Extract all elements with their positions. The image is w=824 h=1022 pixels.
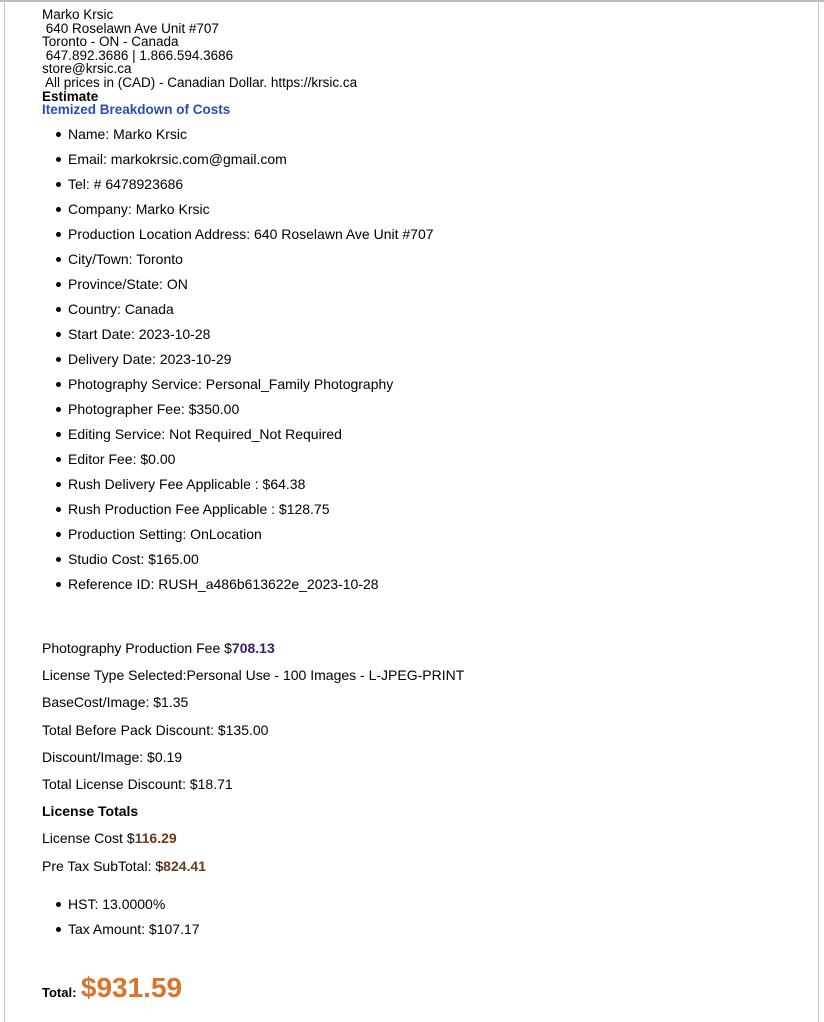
total-before-discount: Total Before Pack Discount: $135.00 (42, 721, 269, 738)
estimate-label: Estimate (42, 88, 99, 104)
discount-per-image: Discount/Image: $0.19 (42, 748, 183, 765)
itemized-title: Itemized Breakdown of Costs (42, 102, 231, 118)
license-totals-heading: License Totals (42, 803, 139, 820)
license-cost-label: License Cost $ (42, 830, 135, 847)
company-header (42, 8, 357, 117)
company-city: Toronto - ON - Canada (42, 34, 179, 50)
list-item: Start Date: 2023-10-28 (68, 327, 434, 352)
total-license-discount: Total License Discount: $18.71 (42, 775, 233, 792)
total-value: $931.59 (80, 972, 183, 1003)
base-cost: BaseCost/Image: $1.35 (42, 694, 189, 711)
list-item: Country: Canada (68, 302, 434, 327)
license-type: License Type Selected:Personal Use - 100 Images - L-JPEG-PRINT (42, 667, 465, 684)
list-item: Production Setting: OnLocation (68, 527, 434, 552)
list-item: City/Town: Toronto (68, 252, 434, 277)
list-item: Email: markokrsic.com@gmail.com (68, 152, 434, 177)
list-item: Photographer Fee: $350.00 (68, 402, 434, 427)
list-item: Tax Amount: $107.17 (68, 922, 200, 947)
license-cost-row (42, 831, 464, 858)
total-label: Total: (42, 985, 77, 1000)
company-phones: 647.892.3686 | 1.866.594.3686 (42, 47, 234, 63)
tax-list (68, 897, 200, 947)
list-item: Reference ID: RUSH_a486b613622e_2023-10-28 (68, 577, 434, 602)
page-top-border (0, 0, 824, 2)
production-fee-value: 708.13 (231, 640, 275, 656)
company-email: store@krsic.ca (42, 61, 132, 77)
cost-summary (42, 641, 464, 886)
grand-total (42, 972, 182, 1004)
list-item: Editor Fee: $0.00 (68, 452, 434, 477)
list-item: Province/State: ON (68, 277, 434, 302)
list-item: Company: Marko Krsic (68, 202, 434, 227)
list-item: Delivery Date: 2023-10-29 (68, 352, 434, 377)
prices-note: All prices in (CAD) - Canadian Dollar. https://krsic.ca (42, 74, 358, 90)
production-fee-row (42, 641, 464, 668)
page-right-border (818, 0, 819, 1022)
pretax-label: Pre Tax SubTotal: $ (42, 857, 164, 874)
list-item: Studio Cost: $165.00 (68, 552, 434, 577)
list-item: Editing Service: Not Required_Not Required (68, 427, 434, 452)
itemized-list (68, 127, 434, 602)
list-item: Photography Service: Personal_Family Photography (68, 377, 434, 402)
list-item: Production Location Address: 640 Roselawn Ave Unit #707 (68, 227, 434, 252)
pretax-value: 824.41 (163, 857, 206, 874)
pretax-row (42, 859, 464, 886)
list-item: Name: Marko Krsic (68, 127, 434, 152)
list-item: Rush Delivery Fee Applicable : $64.38 (68, 477, 434, 502)
list-item: Tel: # 6478923686 (68, 177, 434, 202)
page-left-border (4, 0, 5, 1022)
list-item: Rush Production Fee Applicable : $128.75 (68, 502, 434, 527)
list-item: HST: 13.0000% (68, 897, 200, 922)
company-name: Marko Krsic (42, 7, 114, 22)
license-cost-value: 116.29 (134, 830, 177, 847)
production-fee-label: Photography Production Fee $ (42, 640, 232, 656)
company-address: 640 Roselawn Ave Unit #707 (42, 20, 219, 36)
